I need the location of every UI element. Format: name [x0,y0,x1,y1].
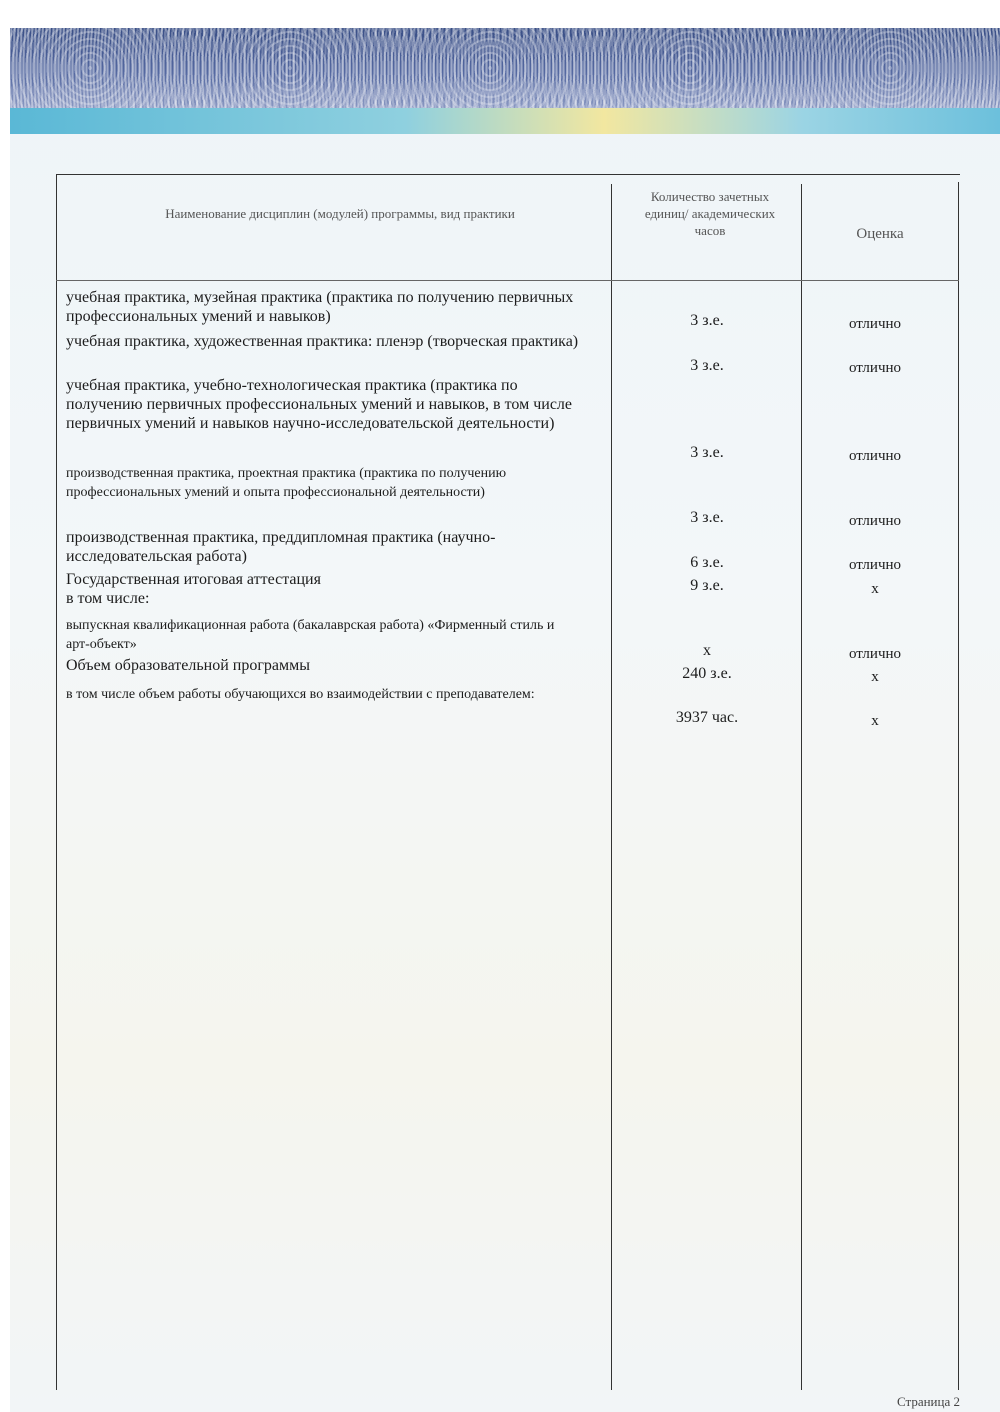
table-row-grade: х [871,669,879,685]
page-number: Страница 2 [896,1394,960,1409]
table-row-amount: 3 з.е. [690,444,724,461]
table-row-amount: 3937 час. [675,709,739,726]
table-row-amount: 9 з.е. [690,577,724,594]
header-col-grade: Оценка [856,226,904,242]
table-row-name: в том числе объем работы обучающихся во взаимодействии с преподавателем: [66,687,535,702]
table-row-amount: 240 з.е. [682,665,732,682]
table-row-grade: отлично [848,646,902,662]
table-border-left [56,174,57,1390]
table-row-grade: х [871,713,879,729]
table-row-grade: отлично [848,360,902,376]
table-row-amount: 3 з.е. [690,357,724,374]
table-row-grade: х [871,581,879,597]
table-row-name: Объем образовательной программы [66,657,311,674]
header-col-name: Наименование дисциплин (модулей) программы, вид практики [165,206,515,221]
table-row-grade: отлично [848,557,902,573]
table-border-top [56,174,960,175]
header-divider [56,280,959,281]
table-row-amount: 3 з.е. [690,312,724,329]
table-row-amount: 3 з.е. [690,509,724,526]
table-row-grade: отлично [848,513,902,529]
table-row-amount: 6 з.е. [690,554,724,571]
table-border-right [958,182,959,1390]
table-row-name: выпускная квалификационная работа (бакалаврская работа) «Фирменный стиль и арт-объект» [66,618,555,652]
table-row-name: в том числе: [66,590,150,607]
table-row-name: учебная практика, музейная практика (практика по получению первичных профессиональных умений и навыков) [66,289,574,325]
table-row-grade: отлично [848,448,902,464]
table-row-name: производственная практика, преддипломная практика (научно-исследовательская работа) [66,529,496,565]
table-row-name: Государственная итоговая аттестация [66,571,321,588]
header-col-amount: Количество зачетных единиц/ академических часов [644,189,776,238]
table-row-amount: х [703,642,711,659]
guilloche-header-band [10,28,1000,108]
table-row-grade: отлично [848,316,902,332]
color-stripe [10,108,1000,134]
table-row-name: учебная практика, художественная практика: пленэр (творческая практика) [66,333,579,350]
table-row-name: производственная практика, проектная практика (практика по получению профессиональных умений и опыта профессиональной деятельности) [66,466,507,500]
table-row-name: учебная практика, учебно-технологическая практика (практика по получению первичных профессиональных умений и навыков, в том числе первичных умений и навыков научно-исследовательской деятельности) [66,377,572,432]
